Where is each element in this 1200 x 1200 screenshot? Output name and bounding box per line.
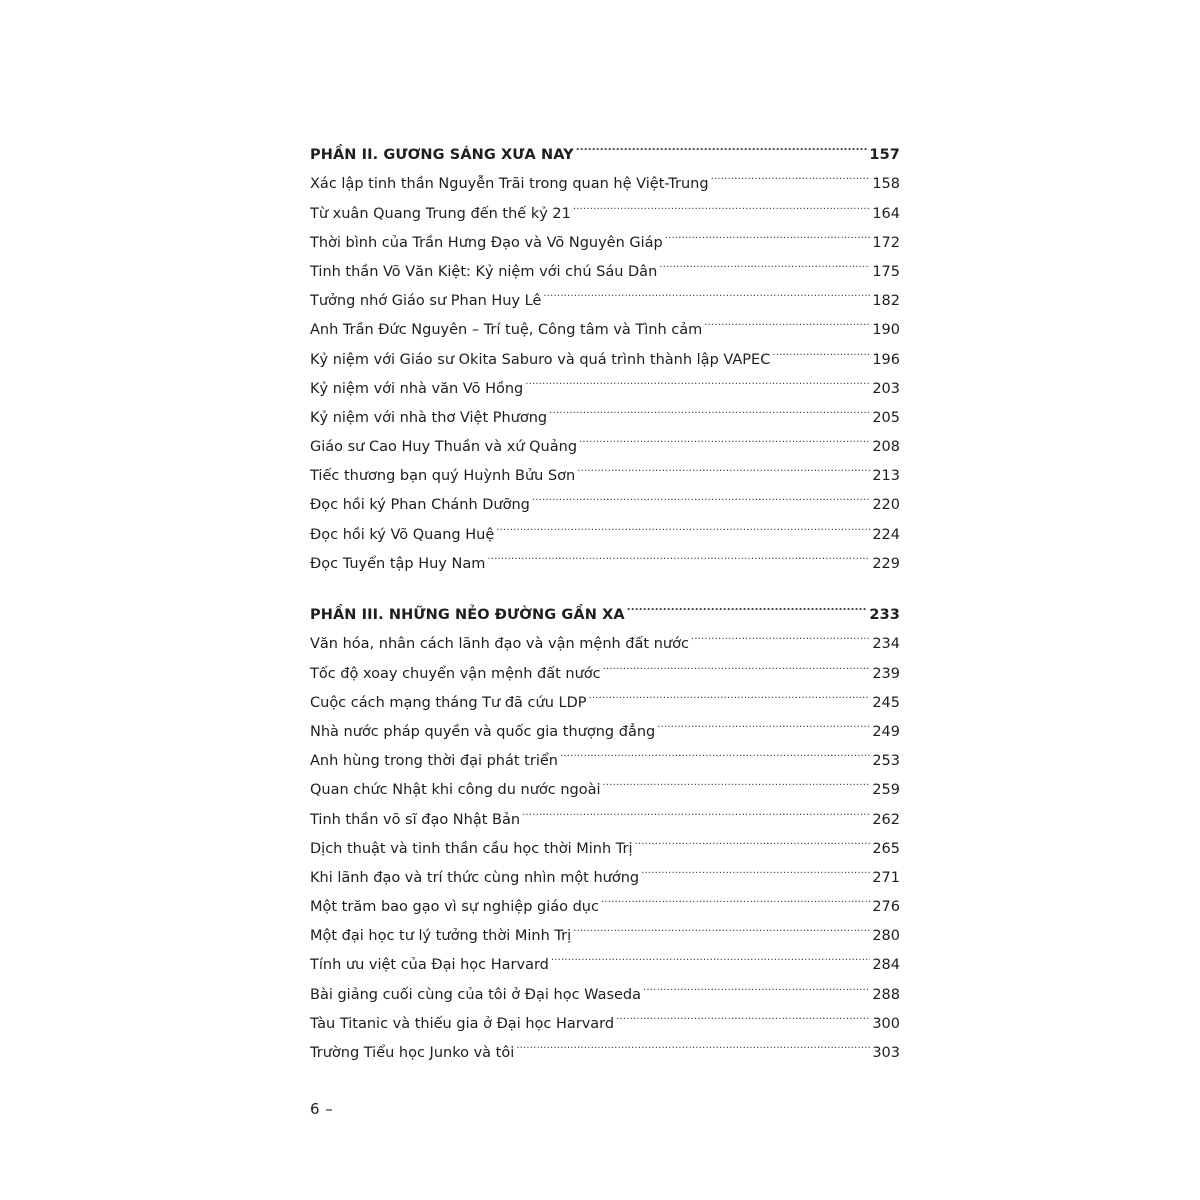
- toc-entry-title: Tốc độ xoay chuyển vận mệnh đất nước: [310, 665, 601, 682]
- toc-entry-page: 234: [872, 636, 900, 653]
- toc-entry-page: 158: [872, 176, 900, 193]
- toc-entry-title: Từ xuân Quang Trung đến thế kỷ 21: [310, 205, 571, 222]
- toc-entry-title: Cuộc cách mạng tháng Tư đã cứu LDP: [310, 694, 587, 711]
- toc-entry-page: 265: [872, 840, 900, 857]
- toc-entry-title: Đọc hồi ký Phan Chánh Dưỡng: [310, 497, 530, 514]
- dot-leader: [691, 619, 870, 648]
- page-number-footer: 6 –: [310, 1100, 334, 1118]
- toc-entry-title: Đọc hồi ký Võ Quang Huệ: [310, 526, 495, 543]
- dot-leader: [487, 539, 870, 568]
- toc-entry-page: 220: [872, 497, 900, 514]
- toc-entry-page: 205: [872, 409, 900, 426]
- toc-entry-page: 239: [872, 665, 900, 682]
- toc-entry-page: 303: [872, 1045, 900, 1061]
- dot-leader: [496, 509, 870, 538]
- toc-entry-page: 280: [872, 928, 900, 945]
- dot-leader: [601, 882, 870, 911]
- dot-leader: [522, 794, 870, 823]
- dot-leader: [665, 218, 871, 247]
- toc-heading-title: PHẦN III. NHỮNG NẺO ĐƯỜNG GẦN XA: [310, 607, 625, 624]
- dot-leader: [579, 422, 870, 451]
- toc-entry-title: Kỷ niệm với Giáo sư Okita Saburo và quá trình thành lập VAPEC: [310, 351, 771, 368]
- toc-entry-title: Khi lãnh đạo và trí thức cùng nhìn một hướng: [310, 869, 640, 886]
- toc-section-part-3: [310, 590, 900, 1061]
- toc-entry-page: 253: [872, 753, 900, 770]
- toc-entry-title: Kỷ niệm với nhà văn Võ Hồng: [310, 380, 524, 397]
- toc-entry-page: 208: [872, 439, 900, 456]
- dot-leader: [627, 590, 868, 619]
- toc-entry-title: Kỷ niệm với nhà thơ Việt Phương: [310, 409, 548, 426]
- toc-entry-title: Văn hóa, nhân cách lãnh đạo và vận mệnh đất nước: [310, 636, 689, 653]
- dot-leader: [616, 999, 870, 1028]
- dot-leader: [711, 159, 871, 188]
- toc-entry-title: Anh hùng trong thời đại phát triển: [310, 753, 558, 770]
- toc-entry-page: 164: [872, 205, 900, 222]
- toc-entry-title: Tinh thần Võ Văn Kiệt: Kỷ niệm với chú Sáu Dân: [310, 263, 658, 280]
- toc-entry-page: 249: [872, 723, 900, 740]
- toc-entry-page: 229: [872, 555, 900, 572]
- toc-entry-title: Tinh thần võ sĩ đạo Nhật Bản: [310, 811, 521, 828]
- toc-entry-title: Anh Trần Đức Nguyên – Trí tuệ, Công tâm và Tình cảm: [310, 322, 703, 339]
- toc-entry-title: Một trăm bao gạo vì sự nghiệp giáo dục: [310, 899, 599, 916]
- dot-leader: [573, 188, 870, 217]
- dot-leader: [643, 969, 870, 998]
- toc-entry-page: 196: [872, 351, 900, 368]
- toc-entry-page: 259: [872, 782, 900, 799]
- dot-leader: [560, 736, 870, 765]
- toc-entry-title: Quan chức Nhật khi công du nước ngoài: [310, 782, 601, 799]
- dot-leader: [772, 334, 870, 363]
- toc-entry-title: Xác lập tinh thần Nguyễn Trãi trong quan hệ Việt-Trung: [310, 176, 709, 193]
- toc-entry-page: 262: [872, 811, 900, 828]
- toc-entry-title: Giáo sư Cao Huy Thuần và xứ Quảng: [310, 439, 578, 456]
- dot-leader: [603, 648, 871, 677]
- toc-section-part-2: [310, 130, 900, 572]
- toc-entry-page: 190: [872, 322, 900, 339]
- toc-entry-page: 271: [872, 869, 900, 886]
- toc-entry-page: 245: [872, 694, 900, 711]
- toc-entry-page: 182: [872, 293, 900, 310]
- toc-entry-page: 224: [872, 526, 900, 543]
- dot-leader: [551, 940, 870, 969]
- toc-entry-page: 284: [872, 957, 900, 974]
- dot-leader: [634, 824, 870, 853]
- toc-entry-title: Tàu Titanic và thiếu gia ở Đại học Harvard: [310, 1015, 615, 1032]
- toc-entry-title: Tiếc thương bạn quý Huỳnh Bửu Sơn: [310, 468, 576, 485]
- dot-leader: [549, 393, 870, 422]
- dot-leader: [576, 130, 868, 159]
- toc-heading-page: 157: [869, 147, 900, 164]
- toc-entry-page: 203: [872, 380, 900, 397]
- dot-leader: [641, 853, 870, 882]
- dot-leader: [577, 451, 870, 480]
- toc-entry-page: 276: [872, 899, 900, 916]
- toc-entry-page: 213: [872, 468, 900, 485]
- toc-entry-page: 175: [872, 263, 900, 280]
- dot-leader: [588, 678, 870, 707]
- dot-leader: [573, 911, 870, 940]
- dot-leader: [525, 364, 870, 393]
- toc-heading: [310, 590, 900, 624]
- toc-entry-title: Bài giảng cuối cùng của tôi ở Đại học Waseda: [310, 986, 642, 1003]
- toc-entry-page: 172: [872, 234, 900, 251]
- dot-leader: [543, 276, 870, 305]
- toc-entry-title: Trường Tiểu học Junko và tôi: [310, 1045, 515, 1061]
- toc-entry-title: Tưởng nhớ Giáo sư Phan Huy Lê: [310, 293, 542, 310]
- toc-heading: [310, 130, 900, 164]
- toc-entry-title: Một đại học tư lý tưởng thời Minh Trị: [310, 928, 572, 945]
- toc-entry-page: 288: [872, 986, 900, 1003]
- dot-leader: [657, 707, 870, 736]
- dot-leader: [603, 765, 871, 794]
- toc-entry-page: 300: [872, 1015, 900, 1032]
- toc-entry-title: Nhà nước pháp quyền và quốc gia thượng đẳng: [310, 723, 656, 740]
- dot-leader: [659, 247, 870, 276]
- toc-entry-title: Tính ưu việt của Đại học Harvard: [310, 957, 549, 974]
- dot-leader: [704, 305, 870, 334]
- dot-leader: [532, 480, 870, 509]
- toc-heading-page: 233: [869, 607, 900, 624]
- toc-entry-title: Thời bình của Trần Hưng Đạo và Võ Nguyên Giáp: [310, 234, 663, 251]
- toc-entry-title: Dịch thuật và tinh thần cầu học thời Minh Trị: [310, 840, 633, 857]
- dot-leader: [516, 1028, 870, 1057]
- toc-entry-title: Đọc Tuyển tập Huy Nam: [310, 555, 486, 572]
- toc-heading-title: PHẦN II. GƯƠNG SÁNG XƯA NAY: [310, 147, 574, 164]
